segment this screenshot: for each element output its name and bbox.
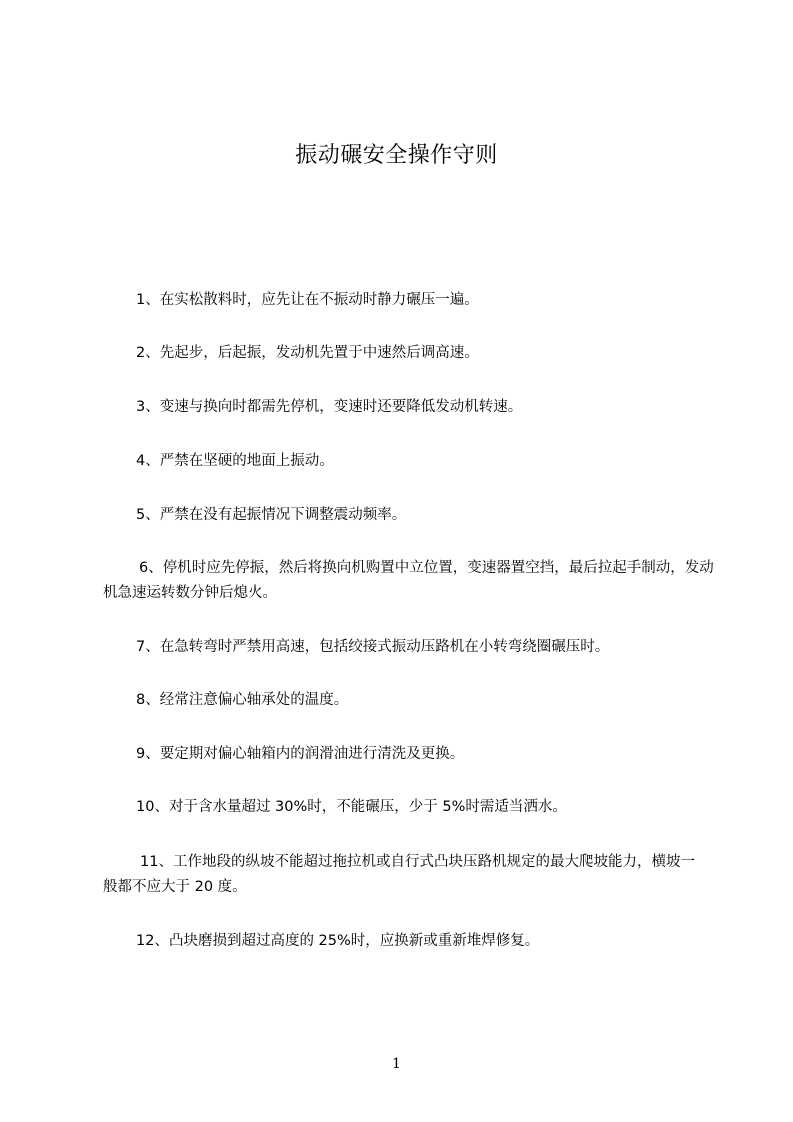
document-title: 振动碾安全操作守则 xyxy=(295,143,498,168)
rule-4: 4、严禁在坚硬的地面上振动。 xyxy=(136,453,334,469)
rule-2: 2、先起步，后起振，发动机先置于中速然后调高速。 xyxy=(136,345,479,361)
rule-8: 8、经常注意偏心轴承处的温度。 xyxy=(136,692,349,708)
rule-11: 11、工作地段的纵坡不能超过拖拉机或自行式凸块压路机规定的最大爬坡能力，横坡一般都不应大于 20 度。 xyxy=(103,854,695,895)
rule-1: 1、在实松散料时，应先让在不振动时静力碾压一遍。 xyxy=(136,292,479,308)
rule-7: 7、在急转弯时严禁用高速，包括绞接式振动压路机在小转弯绕圈碾压时。 xyxy=(136,639,610,655)
rule-5: 5、严禁在没有起振情况下调整震动频率。 xyxy=(136,507,407,523)
rule-3: 3、变速与换向时都需先停机，变速时还要降低发动机转速。 xyxy=(136,399,523,415)
rule-10: 10、对于含水量超过 30%时，不能碾压，少于 5%时需适当洒水。 xyxy=(136,799,567,815)
page-number: 1 xyxy=(392,1056,401,1072)
rule-12: 12、凸块磨损到超过高度的 25%时，应换新或重新堆焊修复。 xyxy=(136,933,540,949)
rule-9: 9、要定期对偏心轴箱内的润滑油进行清洗及更换。 xyxy=(136,746,465,762)
rule-6: 6、停机时应先停振，然后将换向机购置中立位置，变速器置空挡，最后拉起手制动，发动机急速运转数分钟后熄火。 xyxy=(103,560,714,601)
